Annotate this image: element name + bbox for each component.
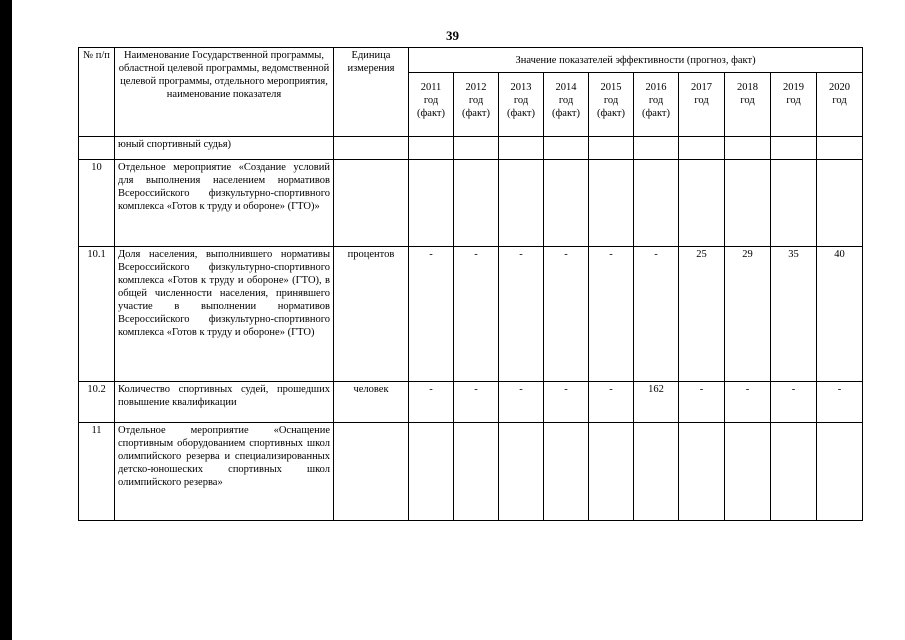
- value-cell: [589, 137, 634, 160]
- value-cell: 35: [771, 247, 817, 382]
- scan-left-edge: [0, 0, 12, 640]
- value-cell: -: [454, 247, 499, 382]
- row-number: [79, 137, 115, 160]
- header-year: 2020 год: [817, 73, 863, 137]
- value-cell: [589, 160, 634, 247]
- page-number: 39: [446, 28, 459, 43]
- indicators-table: [78, 47, 863, 521]
- value-cell: [679, 160, 725, 247]
- table-row: [79, 423, 863, 521]
- table-body: [79, 137, 863, 521]
- value-cell: 162: [634, 382, 679, 423]
- unit-cell: [334, 137, 409, 160]
- header-row-1: [79, 48, 863, 73]
- header-year: 2012 год (факт): [454, 73, 499, 137]
- table-row: [79, 160, 863, 247]
- header-num: № п/п: [79, 48, 115, 137]
- indicator-name: Отдельное мероприятие «Оснащение спортивным оборудованием спортивных школ олимпийского резерва и специализированных детско-юношеских спортивных школ олимпийского резерва»: [115, 423, 334, 521]
- value-cell: -: [679, 382, 725, 423]
- value-cell: [454, 137, 499, 160]
- value-cell: [817, 423, 863, 521]
- header-year: 2015 год (факт): [589, 73, 634, 137]
- header-values: Значение показателей эффективности (прогноз, факт): [409, 48, 863, 73]
- unit-cell: [334, 160, 409, 247]
- header-year: 2019 год: [771, 73, 817, 137]
- value-cell: [725, 423, 771, 521]
- value-cell: -: [499, 382, 544, 423]
- unit-cell: человек: [334, 382, 409, 423]
- value-cell: [499, 423, 544, 521]
- table-row: [79, 137, 863, 160]
- value-cell: [499, 160, 544, 247]
- value-cell: [725, 137, 771, 160]
- value-cell: [771, 137, 817, 160]
- header-year: 2017 год: [679, 73, 725, 137]
- row-number: 10.2: [79, 382, 115, 423]
- header-unit: Единица измерения: [334, 48, 409, 137]
- value-cell: [454, 160, 499, 247]
- value-cell: [544, 423, 589, 521]
- value-cell: 25: [679, 247, 725, 382]
- header-year: 2011 год (факт): [409, 73, 454, 137]
- value-cell: -: [454, 382, 499, 423]
- header-year: 2013 год (факт): [499, 73, 544, 137]
- indicator-name: юный спортивный судья): [115, 137, 334, 160]
- row-number: 10.1: [79, 247, 115, 382]
- header-year: 2014 год (факт): [544, 73, 589, 137]
- value-cell: [499, 137, 544, 160]
- row-number: 10: [79, 160, 115, 247]
- value-cell: -: [409, 247, 454, 382]
- value-cell: [817, 137, 863, 160]
- value-cell: [771, 160, 817, 247]
- value-cell: [634, 137, 679, 160]
- indicator-name: Отдельное мероприятие «Создание условий для выполнения населением нормативов Всероссийского физкультурно-спортивного комплекса «Готов к труду и обороне» (ГТО)»: [115, 160, 334, 247]
- value-cell: -: [544, 247, 589, 382]
- value-cell: [679, 423, 725, 521]
- value-cell: [454, 423, 499, 521]
- value-cell: [544, 160, 589, 247]
- value-cell: -: [771, 382, 817, 423]
- value-cell: -: [817, 382, 863, 423]
- value-cell: -: [409, 382, 454, 423]
- value-cell: [544, 137, 589, 160]
- value-cell: -: [544, 382, 589, 423]
- value-cell: [409, 160, 454, 247]
- unit-cell: процентов: [334, 247, 409, 382]
- value-cell: -: [589, 247, 634, 382]
- unit-cell: [334, 423, 409, 521]
- value-cell: [817, 160, 863, 247]
- indicator-name: Количество спортивных судей, прошедших повышение квалификации: [115, 382, 334, 423]
- value-cell: [409, 137, 454, 160]
- row-number: 11: [79, 423, 115, 521]
- value-cell: 29: [725, 247, 771, 382]
- value-cell: -: [499, 247, 544, 382]
- table-row: [79, 247, 863, 382]
- value-cell: -: [634, 247, 679, 382]
- value-cell: [409, 423, 454, 521]
- value-cell: [634, 160, 679, 247]
- value-cell: [634, 423, 679, 521]
- table-row: [79, 382, 863, 423]
- header-year: 2016 год (факт): [634, 73, 679, 137]
- header-name: Наименование Государственной программы, областной целевой программы, ведомственной целевой программы, отдельного мероприятия, наименование показателя: [115, 48, 334, 137]
- value-cell: [679, 137, 725, 160]
- value-cell: -: [589, 382, 634, 423]
- value-cell: -: [725, 382, 771, 423]
- value-cell: [771, 423, 817, 521]
- header-year: 2018 год: [725, 73, 771, 137]
- indicator-name: Доля населения, выполнившего нормативы Всероссийского физкультурно-спортивного комплекса «Готов к труду и обороне» (ГТО), в общей численности населения, принявшего участие в выполнении нормативов Всероссийского физкультурно-спортивного комплекса «Готов к труду и обороне» (ГТО): [115, 247, 334, 382]
- value-cell: [589, 423, 634, 521]
- value-cell: 40: [817, 247, 863, 382]
- value-cell: [725, 160, 771, 247]
